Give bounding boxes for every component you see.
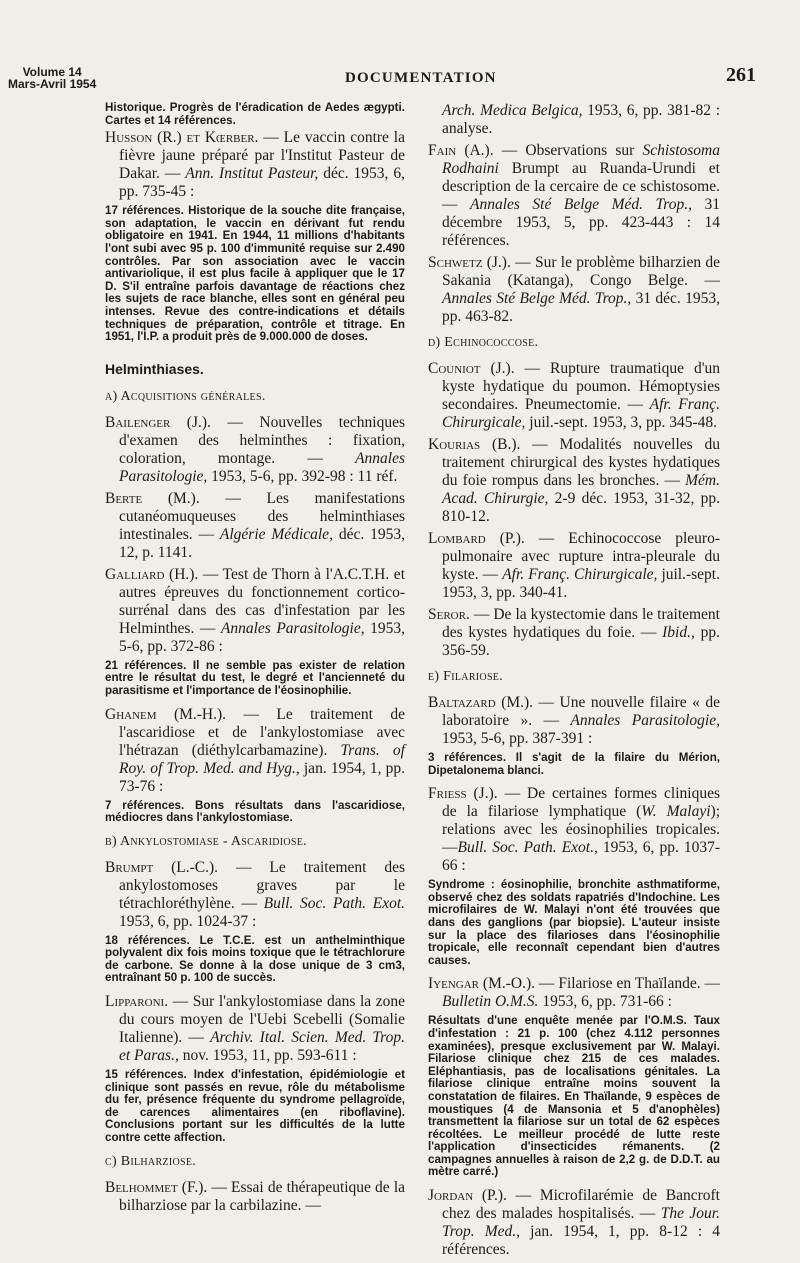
- abstract-friess: Syndrome : éosinophilie, bronchite asthmatiforme, observé chez des soldats rapatriés d'Indochine. Les microfilaires de W. Malayi n'ont été trouvées que dans des ganglions (par biopsie). L'auteur insiste sur la place des filarioses dans l'éosinophilie tropicale, elle reconnaît cependant bien d'autres causes.: [428, 878, 720, 967]
- subsection-e: e) Filariose.: [428, 669, 504, 684]
- subsection-d: d) Echinococcose.: [428, 335, 539, 350]
- left-column: [105, 102, 405, 1219]
- abstract-iyengar: Résultats d'une enquête menée par l'O.M.S. Taux d'infestation : 21 p. 100 (chez 4.112 personnes examinées), presque exclusivement par W. Malayi. Filariose clinique chez 215 de ces malades. Eléphantiasis, pas de localisations génitales. La filariose clinique entraîne moins souvent la constatation de filaires. En Thaïlande, 9 espèces de moustiques (4 de Mansonia et 5 d'anophèles) transmettent la filariose sur un total de 62 espèces récoltées. Le meilleur procédé de lutte reste l'application d'insecticides rémanents. (2 campagnes annuelles à raison de 2,2 g. de D.D.T. au mètre carré.): [428, 1014, 720, 1179]
- entry-baltazard: Baltazard (M.). — Une nouvelle filaire « de laboratoire ». — Annales Parasitologie, 1953, 5-6, pp. 387-391 :: [428, 694, 721, 747]
- abstract-ghanem: 7 références. Bons résultats dans l'ascaridiose, médiocres dans l'ankylostomiase.: [105, 798, 405, 825]
- right-column: [428, 102, 720, 1263]
- abstract-lipparoni: 15 références. Index d'infestation, épidémiologie et clinique sont passés en revue, rôle du métabolisme du fer, présence fréquente du syndrome pellagroïde, de carences alimentaires (en riboflavine). Conclusions portant sur les difficultés de la lutte contre cette affection.: [105, 1068, 405, 1145]
- entry-lombard: Lombard (P.). — Echinococcose pleuro-pulmonaire avec rupture intra-pleurale du kyste. — Afr. Franç. Chirurgicale, juil.-sept. 1953, 3, pp. 340-41.: [428, 530, 720, 601]
- entry-seror: Seror. — De la kystectomie dans le traitement des kystes hydatiques du foie. — Ibid., pp. 356-59.: [428, 606, 720, 659]
- entry-galliard: Galliard (H.). — Test de Thorn à l'A.C.T.H. et autres épreuves du fonctionnement cortico-surrénal dans des cas d'infestation par les Helminthes. — Annales Parasitologie, 1953, 5-6, pp. 372-86 :: [105, 565, 405, 655]
- volume-info: [8, 66, 96, 90]
- abstract-galliard: 21 références. Il ne semble pas exister de relation entre le résultat du test, le degré et l'ancienneté du parasitisme et l'importance de l'éosinophilie.: [105, 658, 405, 697]
- volume-number: Volume 14: [22, 65, 82, 79]
- abstract-husson: 17 références. Historique de la souche dite française, son adaptation, le vaccin en dérivant fut rendu obligatoire en 1941. En 1944, 11 millions d'habitants l'ont subi avec 95 p. 100 d'immunité requise sur 2.490 contrôles. Par son association avec le vaccin antivariolique, il est plus facile à appliquer que le 17 D. S'il entraîne parfois davantage de réactions chez les sujets de race blanche, elles sont en général peu intenses. Revue des contre-indications et détails techniques de préparation, contrôle et titrage. En 1951, l'I.P. a produit près de 9.000.000 de doses.: [105, 204, 405, 344]
- abstract-brumpt: 18 références. Le T.C.E. est un anthelminthique polyvalent dix fois moins toxique que le tétrachlorure de carbone. Se donne à la dose unique de 3 cm3, entraînant 50 p. 100 de succès.: [105, 933, 405, 985]
- page-number: 261: [726, 64, 756, 86]
- entry-friess: Friess (J.). — De certaines formes cliniques de la filariose lymphatique (W. Malayi); relations avec les éosinophilies tropicales. —Bull. Soc. Path. Exot., 1953, 6, pp. 1037-66 :: [428, 785, 721, 875]
- section-title-helminthiases: Helminthiases.: [105, 360, 204, 377]
- volume-date: Mars-Avril 1954: [8, 77, 97, 91]
- subsection-c: c) Bilharziose.: [105, 1153, 197, 1169]
- subsection-b: b) Ankylostomiase - Ascaridiose.: [105, 833, 307, 849]
- entry-schwetz: Schwetz (J.). — Sur le problème bilharzien de Sakania (Katanga), Congo Belge. — Annales Sté Belge Méd. Trop., 31 déc. 1953, pp. 463-82.: [428, 254, 721, 325]
- entry-bailenger: Bailenger (J.). — Nouvelles techniques d'examen des helminthes : fixation, coloration, montage. — Annales Parasitologie, 1953, 5-6, pp. 392-98 : 11 réf.: [105, 413, 405, 485]
- entry-jordan: Jordan (P.). — Microfilarémie de Bancroft chez des malades hospitalisés. — The Jour. Trop. Med., jan. 1954, 1, pp. 8-12 : 4 références.: [428, 1187, 721, 1259]
- entry-belhommet: Belhommet (F.). — Essai de thérapeutique de la bilharziose par la carbilazine. —: [105, 1178, 405, 1214]
- entry-lipparoni: Lipparoni. — Sur l'ankylostomiase dans la zone du cours moyen de l'Uebi Scebelli (Somalie Italienne). — Archiv. Ital. Scien. Med. Trop. et Paras., nov. 1953, 11, pp. 593-611 :: [105, 993, 405, 1065]
- intro-abstract: Historique. Progrès de l'éradication de Aedes ægypti. Cartes et 14 références.: [105, 101, 405, 127]
- entry-husson: Husson (R.) et Kœrber. — Le vaccin contre la fièvre jaune préparé par l'Institut Pasteur de Dakar. — Ann. Institut Pasteur, déc. 1953, 6, pp. 735-45 :: [105, 129, 406, 201]
- entry-belhommet-continued: Arch. Medica Belgica, 1953, 6, pp. 381-82 : analyse.: [442, 102, 721, 137]
- entry-brumpt: Brumpt (L.-C.). — Le traitement des ankylostomoses graves par le tétrachloréthylène. — Bull. Soc. Path. Exot. 1953, 6, pp. 1024-37 :: [105, 858, 406, 930]
- entry-couniot: Couniot (J.). — Rupture traumatique d'un kyste hydatique du poumon. Hémoptysies secondaires. Pneumectomie. — Afr. Franç. Chirurgicale, juil.-sept. 1953, 3, pp. 345-48.: [428, 360, 720, 431]
- abstract-baltazard: 3 références. Il s'agit de la filaire du Mérion, Dipetalonema blanci.: [428, 751, 720, 777]
- entry-iyengar: Iyengar (M.-O.). — Filariose en Thaïlande. — Bulletin O.M.S. 1953, 6, pp. 731-66 :: [428, 975, 720, 1011]
- entry-kourias: Kourias (B.). — Modalités nouvelles du traitement chirurgical des kystes hydatiques du foie rompus dans les bronches. — Mém. Acad. Chirurgie, 2-9 déc. 1953, 31-32, pp. 810-12.: [428, 436, 720, 525]
- entry-berte: Berte (M.). — Les manifestations cutanéomuqueuses des helminthiases intestinales. — Algérie Médicale, déc. 1953, 12, p. 1141.: [105, 489, 405, 561]
- subsection-a: a) Acquisitions générales.: [105, 388, 266, 404]
- entry-ghanem: Ghanem (M.-H.). — Le traitement de l'ascaridiose et de l'ankylostomiase avec l'hétrazan (diéthylcarbamazine). Trans. of Roy. of Trop. Med. and Hyg., jan. 1954, 1, pp. 73-76 :: [105, 705, 405, 795]
- entry-fain: Fain (A.). — Observations sur Schistosoma Rodhaini Brumpt au Ruanda-Urundi et description de la cercaire de ce schistosome. — Annales Sté Belge Méd. Trop., 31 décembre 1953, 5, pp. 423-443 : 14 références.: [428, 142, 721, 249]
- running-title: DOCUMENTATION: [345, 70, 497, 86]
